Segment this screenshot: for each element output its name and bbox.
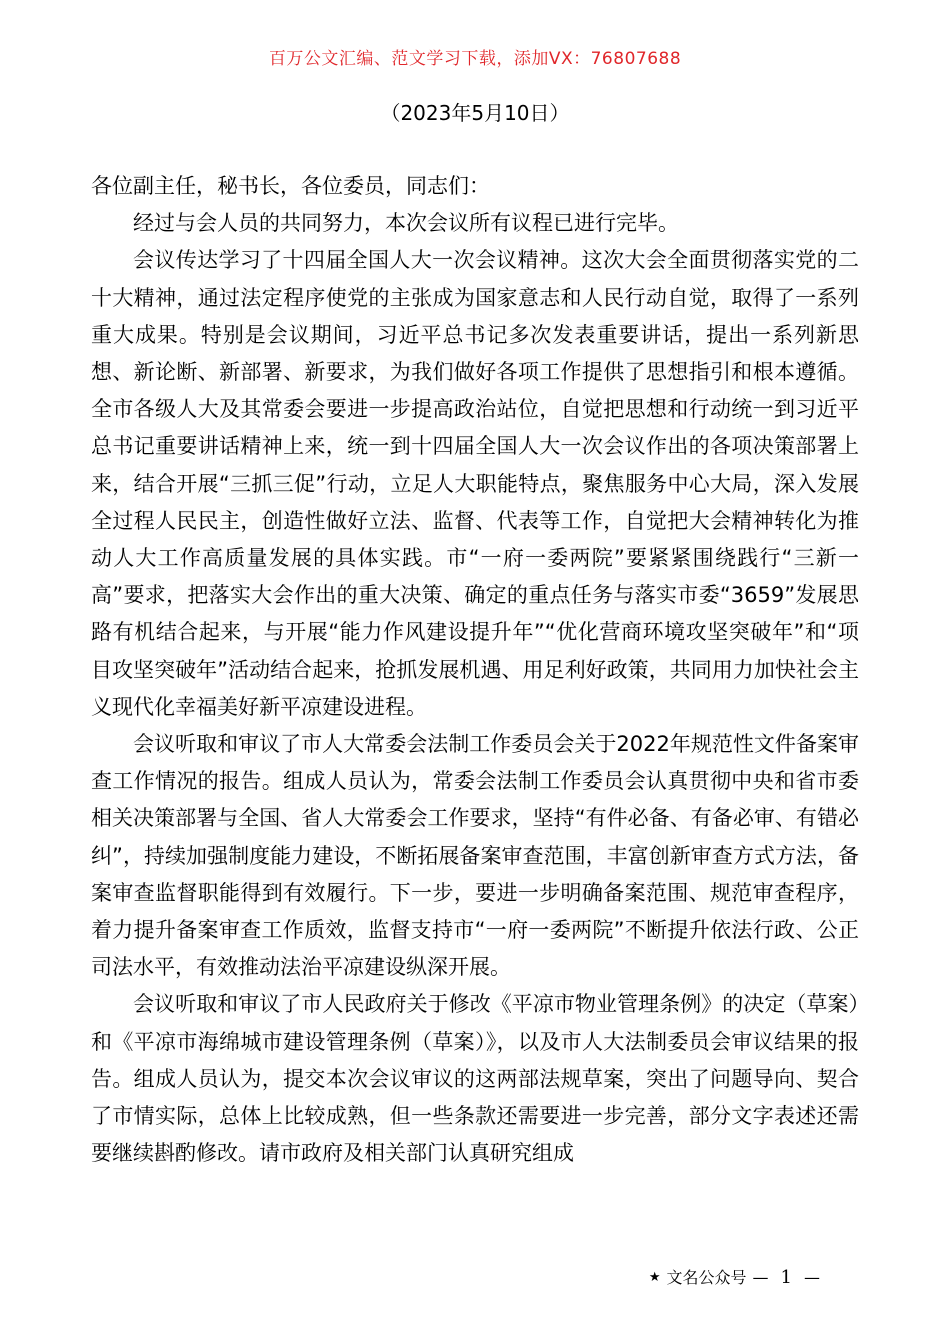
- header-banner: 百万公文汇编、范文学习下载，添加VX：76807688: [268, 49, 682, 69]
- salutation: 各位副主任，秘书长，各位委员，同志们：: [91, 174, 490, 198]
- footer-dash-left: —: [752, 1268, 769, 1287]
- page-number: 1: [780, 1267, 792, 1288]
- star-icon: ★: [648, 1270, 661, 1285]
- paragraph: 会议听取和审议了市人大常委会法制工作委员会关于2022年规范性文件备案审查工作情况的报告。组成人员认为，常委会法制工作委员会认真贯彻中央和省市委相关决策部署与全国、省人大常委会工作要求，坚持“有件必备、有备必审、有错必纠”，持续加强制度能力建设，不断拓展备案审查范围，丰富创新审查方式方法，备案审查监督职能得到有效履行。下一步，要进一步明确备案范围、规范审查程序，着力提升备案审查工作质效，监督支持市“一府一委两院”不断提升依法行政、公正司法水平，有效推动法治平凉建设纵深开展。: [91, 732, 859, 980]
- footer-dash-right: —: [804, 1268, 820, 1287]
- footer-source: 文名公众号: [666, 1268, 747, 1287]
- date-line: （2023年5月10日）: [380, 101, 570, 125]
- document-body: [91, 168, 859, 1172]
- page-footer: [649, 1266, 820, 1290]
- paragraph: 会议传达学习了十四届全国人大一次会议精神。这次大会全面贯彻落实党的二十大精神，通过法定程序使党的主张成为国家意志和人民行动自觉，取得了一系列重大成果。特别是会议期间，习近平总书记多次发表重要讲话，提出一系列新思想、新论断、新部署、新要求，为我们做好各项工作提供了思想指引和根本遵循。全市各级人大及其常委会要进一步提高政治站位，自觉把思想和行动统一到习近平总书记重要讲话精神上来，统一到十四届全国人大一次会议作出的各项决策部署上来，结合开展“三抓三促”行动，立足人大职能特点，聚焦服务中心大局，深入发展全过程人民民主，创造性做好立法、监督、代表等工作，自觉把大会精神转化为推动人大工作高质量发展的具体实践。市“一府一委两院”要紧紧围绕践行“三新一高”要求，把落实大会作出的重大决策、确定的重点任务与落实市委“3659”发展思路有机结合起来，与开展“能力作风建设提升年”“优化营商环境攻坚突破年”和“项目攻坚突破年”活动结合起来，抢抓发展机遇、用足利好政策，共同用力加快社会主义现代化幸福美好新平凉建设进程。: [91, 248, 859, 719]
- paragraph: 经过与会人员的共同努力，本次会议所有议程已进行完毕。: [133, 211, 679, 236]
- paragraph: 会议听取和审议了市人民政府关于修改《平凉市物业管理条例》的决定（草案）和《平凉市海绵城市建设管理条例（草案）》，以及市人大法制委员会审议结果的报告。组成人员认为，提交本次会议审议的这两部法规草案，突出了问题导向、契合了市情实际，总体上比较成熟，但一些条款还需要进一步完善，部分文字表述还需要继续斟酌修改。请市政府及相关部门认真研究组成: [91, 992, 859, 1166]
